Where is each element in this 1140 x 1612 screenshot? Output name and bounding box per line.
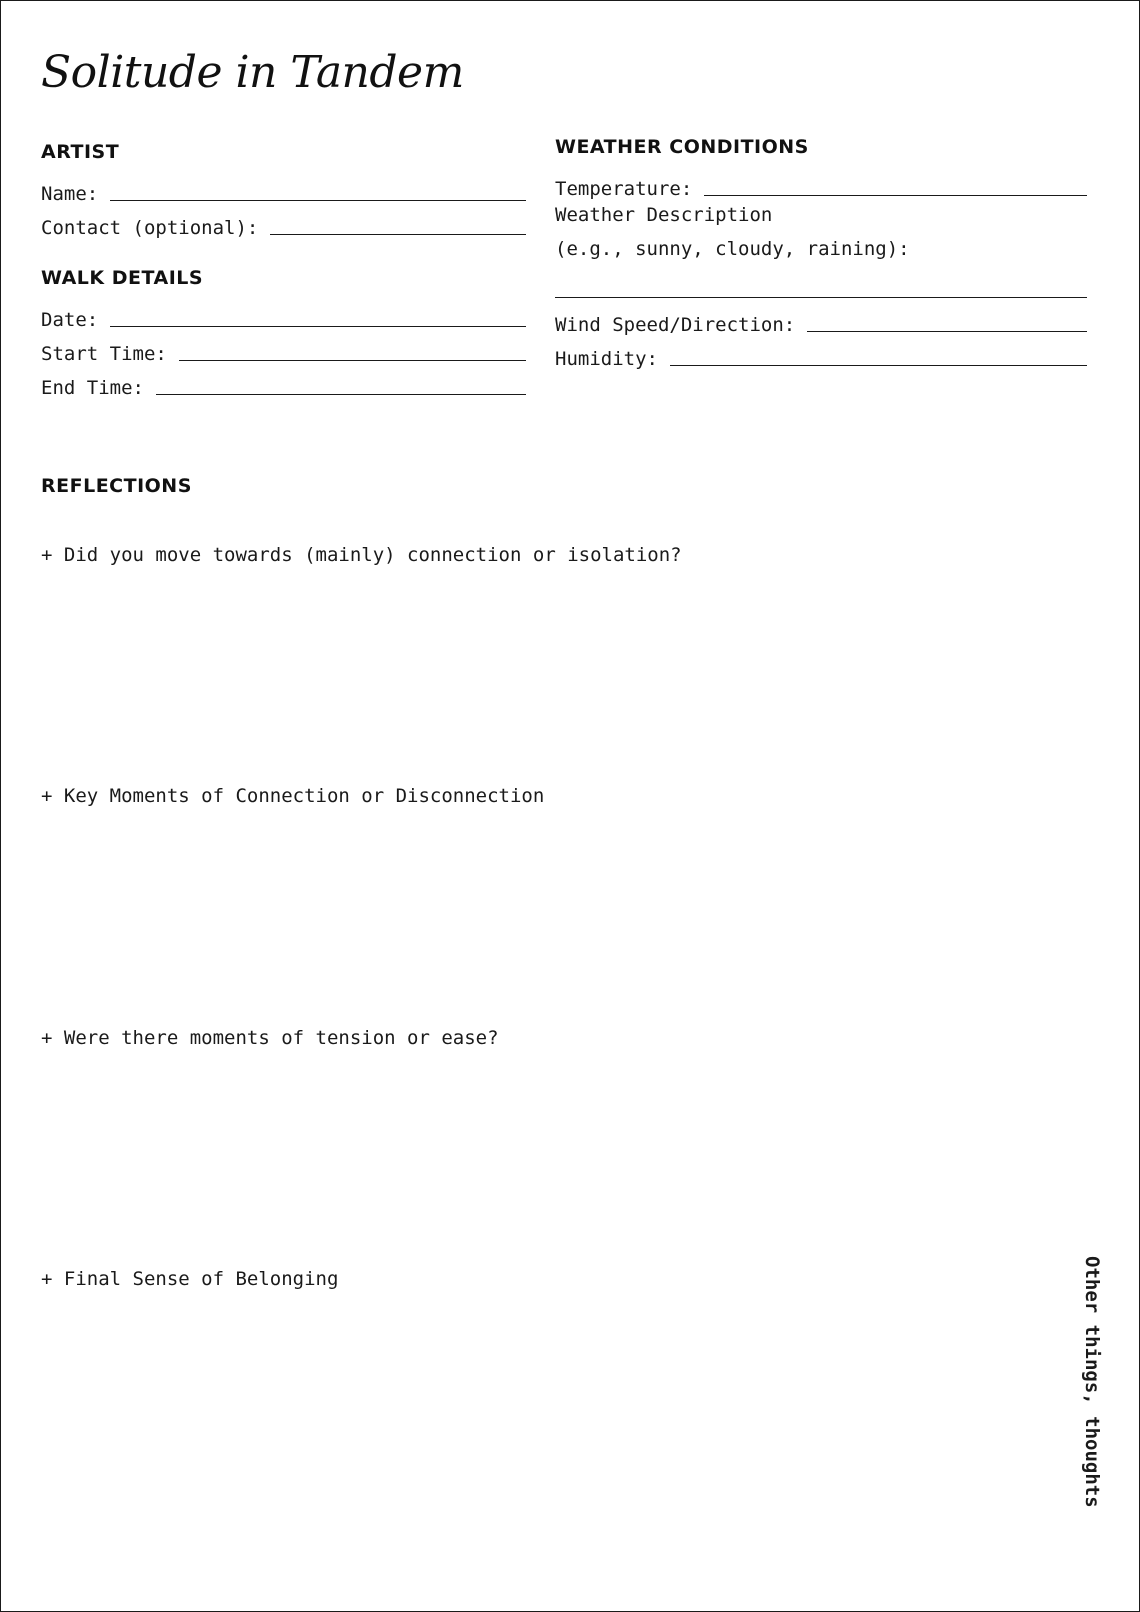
reflection-prompt-key-moments: + Key Moments of Connection or Disconnection <box>41 785 545 807</box>
humidity-label: Humidity: <box>555 348 658 370</box>
weather-description-label: Weather Description <box>555 204 773 226</box>
reflections-heading: REFLECTIONS <box>41 475 192 497</box>
name-input-line[interactable] <box>110 199 526 201</box>
reflections-section <box>41 473 1041 507</box>
right-column <box>555 134 1087 372</box>
weather-heading: WEATHER CONDITIONS <box>555 136 809 158</box>
weather-description-input-line[interactable] <box>555 297 1087 298</box>
date-label: Date: <box>41 309 99 331</box>
humidity-field[interactable] <box>555 338 1087 372</box>
end-time-input-line[interactable] <box>156 393 526 395</box>
temperature-input-line[interactable] <box>704 194 1087 196</box>
date-field[interactable] <box>41 299 526 333</box>
temperature-label: Temperature: <box>555 178 693 200</box>
temperature-field[interactable] <box>555 168 1087 202</box>
name-label: Name: <box>41 183 99 205</box>
reflection-prompt-belonging: + Final Sense of Belonging <box>41 1268 339 1290</box>
reflection-prompt-tension: + Were there moments of tension or ease? <box>41 1027 499 1049</box>
contact-input-line[interactable] <box>270 233 526 235</box>
wind-input-line[interactable] <box>807 330 1087 332</box>
section-gap <box>41 241 526 265</box>
contact-field[interactable] <box>41 207 526 241</box>
end-time-field[interactable] <box>41 367 526 401</box>
weather-description-field[interactable] <box>555 270 1087 304</box>
artist-heading: ARTIST <box>41 141 120 163</box>
start-time-field[interactable] <box>41 333 526 367</box>
left-column <box>41 139 526 401</box>
date-input-line[interactable] <box>110 325 526 327</box>
humidity-input-line[interactable] <box>670 364 1087 366</box>
weather-description-hint: (e.g., sunny, cloudy, raining): <box>555 238 910 260</box>
wind-label: Wind Speed/Direction: <box>555 314 796 336</box>
side-note-vertical: Other things, thoughts <box>1081 1256 1103 1508</box>
end-time-label: End Time: <box>41 377 144 399</box>
wind-field[interactable] <box>555 304 1087 338</box>
reflection-prompt-connection: + Did you move towards (mainly) connection or isolation? <box>41 544 682 566</box>
walk-details-heading: WALK DETAILS <box>41 267 204 289</box>
page-title: Solitude in Tandem <box>41 47 464 98</box>
start-time-input-line[interactable] <box>179 359 526 361</box>
start-time-label: Start Time: <box>41 343 167 365</box>
name-field[interactable] <box>41 173 526 207</box>
contact-label: Contact (optional): <box>41 217 259 239</box>
